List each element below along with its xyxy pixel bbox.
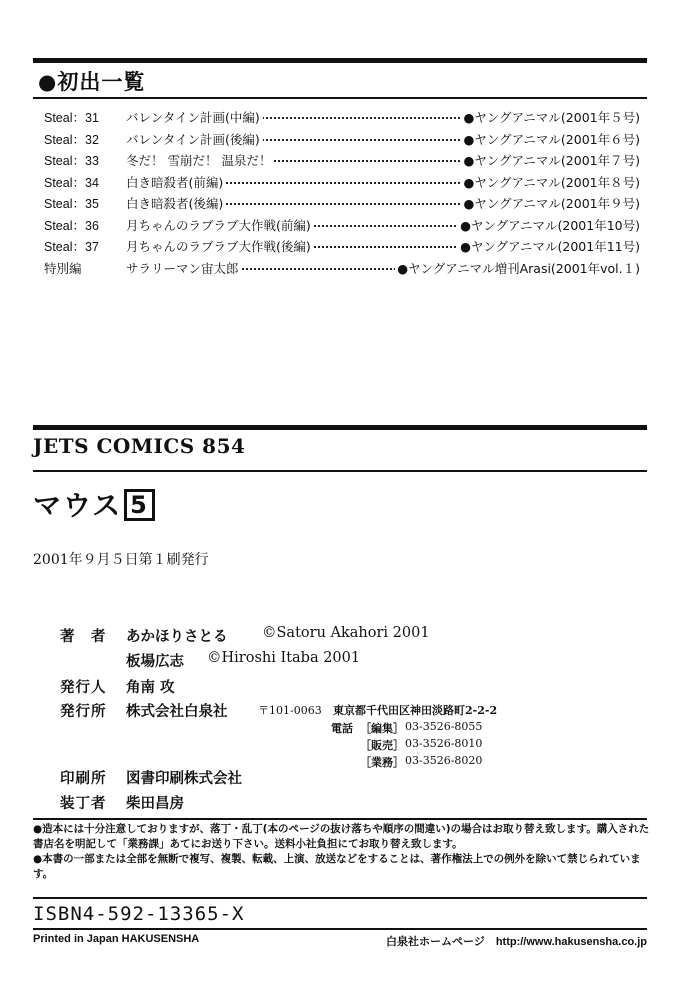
author-label: 著 者 <box>60 628 107 645</box>
notes-rule <box>33 818 647 820</box>
designer-name: 柴田昌房 <box>126 795 184 812</box>
legal-notes <box>33 822 653 882</box>
series-label: JETS COMICS 854 <box>33 434 246 458</box>
printed-in: Printed in Japan HAKUSENSHA <box>33 933 200 945</box>
heading-rule <box>33 97 647 99</box>
author-2-copyright: ©Hiroshi Itaba 2001 <box>207 650 361 666</box>
first-appearance-row <box>44 173 644 195</box>
episode-source: ●ヤングアニマル(2001年７号) <box>463 153 640 168</box>
episode-code: Steal：35 <box>44 197 99 211</box>
volume-number: 5 <box>124 489 155 521</box>
episode-title: 月ちゃんのラブラブ大作戦(後編) <box>126 239 314 254</box>
publisher-person-label: 発行人 <box>60 679 107 696</box>
note-copyright: ●本書の一部または全部を無断で複写、複製、転載、上演、放送などをすることは、著作権法上での例外を除いて禁じられています。 <box>33 853 641 880</box>
episode-title: 白き暗殺者(前編) <box>126 175 226 190</box>
first-appearance-row <box>44 108 644 130</box>
episode-source: ●ヤングアニマル(2001年８号) <box>463 174 640 190</box>
first-appearance-heading: ●初出一覧 <box>38 70 146 94</box>
episode-source: ●ヤングアニマル(2001年６号) <box>463 131 640 147</box>
episode-code: 特別編 <box>44 261 82 276</box>
phone-dept-editorial: ［編集］ <box>360 722 404 735</box>
publisher-label: 発行所 <box>60 703 107 720</box>
printer-name: 図書印刷株式会社 <box>126 770 242 787</box>
episode-code: Steal：37 <box>44 240 99 254</box>
first-appearance-row <box>44 216 644 238</box>
note-replacement: ●造本には十分注意しておりますが、落丁・乱丁(本のページの抜け落ちや順序の間違い)の場合はお取り替え致します。購入された書店名を明記して「業務課」あてにお送り下さい。送料小社負担にてお取り替え致します。 <box>33 823 650 850</box>
postal-code: 〒101-0063 <box>258 704 322 717</box>
episode-title: バレンタイン計画(中編) <box>126 110 263 125</box>
homepage: 白泉社ホームページ http://www.hakusensha.co.jp <box>386 936 647 948</box>
author-1-copyright: ©Satoru Akahori 2001 <box>262 625 430 641</box>
episode-code: Steal：32 <box>44 132 99 147</box>
phone-number-editorial: 03-3526-8055 <box>405 720 483 733</box>
phone-number-business: 03-3526-8020 <box>405 754 483 767</box>
episode-code: Steal：33 <box>44 154 99 168</box>
episode-code: Steal：31 <box>44 111 99 125</box>
first-appearance-list <box>44 108 644 280</box>
episode-title: バレンタイン計画(後編) <box>126 132 263 147</box>
isbn-rule <box>33 897 647 899</box>
episode-code: Steal：34 <box>44 175 99 190</box>
episode-source: ●ヤングアニマル増刊Arasi(2001年vol.１) <box>397 260 640 276</box>
publisher-person: 角南 攻 <box>126 679 175 696</box>
book-title <box>33 484 155 524</box>
isbn: ISBN4-592-13365-X <box>33 903 245 925</box>
publisher-name: 株式会社白泉社 <box>126 703 228 720</box>
first-appearance-row <box>44 259 644 281</box>
phone-dept-business: ［業務］ <box>360 756 404 769</box>
address: 東京都千代田区神田淡路町2-2-2 <box>333 704 498 717</box>
episode-title: 白き暗殺者(後編) <box>126 196 226 211</box>
episode-source: ●ヤングアニマル(2001年９号) <box>463 196 640 211</box>
episode-source: ●ヤングアニマル(2001年10号) <box>460 217 640 233</box>
publication-date: 2001年９月５日第１刷発行 <box>33 552 209 568</box>
phone-label: 電話 <box>331 722 353 735</box>
episode-title: 冬だ！ 雪崩だ！ 温泉だ！ <box>126 153 274 168</box>
top-rule <box>33 58 647 63</box>
first-appearance-row <box>44 151 644 173</box>
series-rule <box>33 470 647 472</box>
first-appearance-row <box>44 130 644 152</box>
designer-label: 装丁者 <box>60 795 107 812</box>
episode-source: ●ヤングアニマル(2001年11号) <box>460 239 640 254</box>
episode-code: Steal：36 <box>44 218 99 233</box>
colophon-top-rule <box>33 425 647 430</box>
first-appearance-row <box>44 194 644 216</box>
episode-source: ●ヤングアニマル(2001年５号) <box>463 110 640 125</box>
phone-number-sales: 03-3526-8010 <box>405 737 483 750</box>
episode-title: サラリーマン宙太郎 <box>126 261 242 276</box>
phone-dept-sales: ［販売］ <box>360 739 404 752</box>
episode-title: 月ちゃんのラブラブ大作戦(前編) <box>126 218 314 233</box>
footer-rule <box>33 928 647 930</box>
first-appearance-row <box>44 237 644 259</box>
printer-label: 印刷所 <box>60 770 107 787</box>
book-title-text: マウス <box>33 489 123 522</box>
author-2: 板場広志 <box>126 653 184 670</box>
author-1: あかほりさとる <box>126 628 228 645</box>
